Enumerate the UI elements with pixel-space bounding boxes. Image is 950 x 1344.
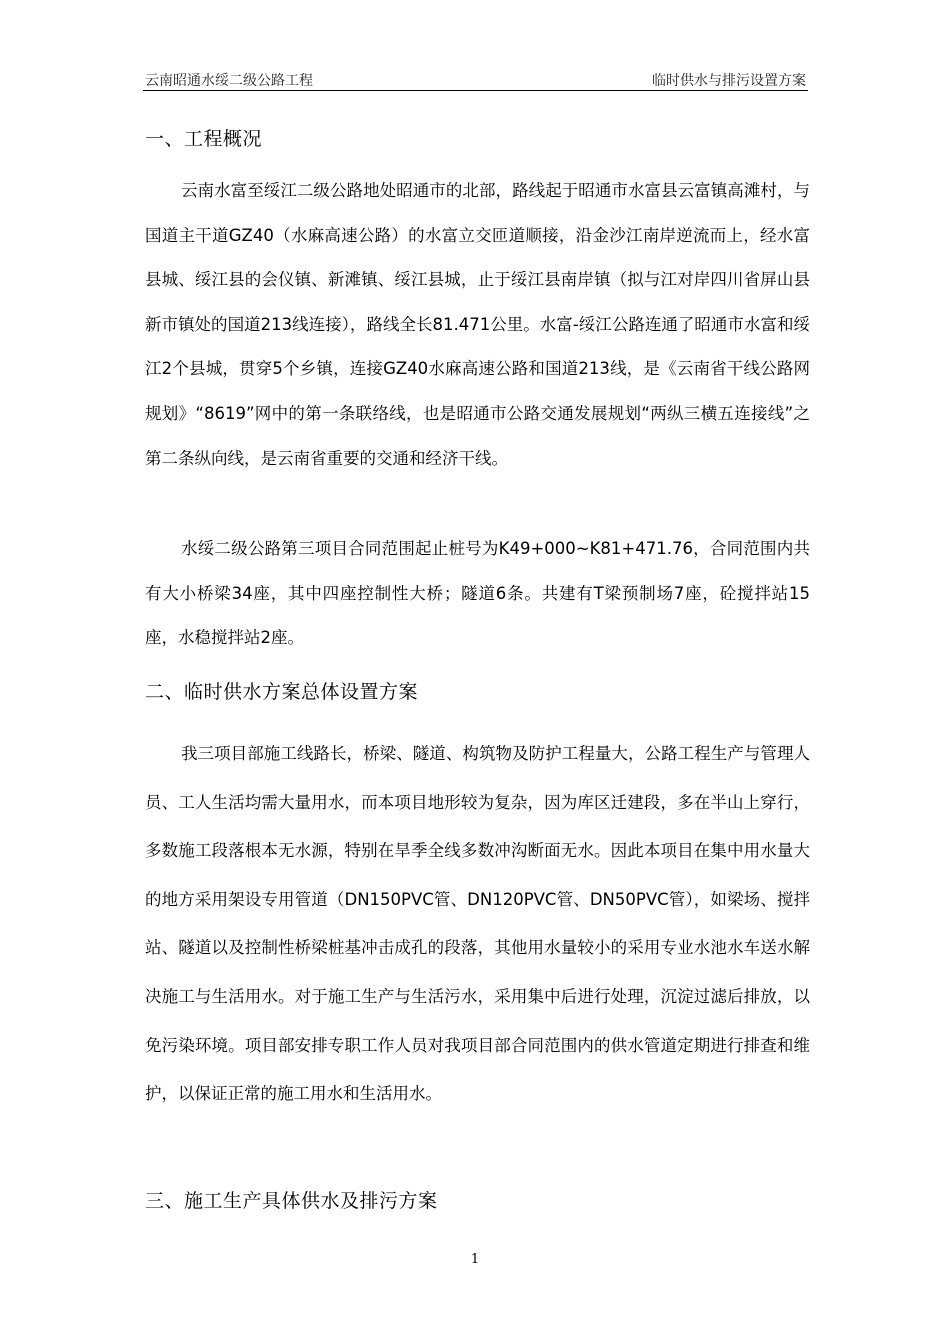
header-document-title: 临时供水与排污设置方案 xyxy=(652,73,806,89)
section-heading-2: 二、临时供水方案总体设置方案 xyxy=(145,681,419,703)
page-number: 1 xyxy=(470,1252,480,1267)
section-1-paragraph-1: 云南水富至绥江二级公路地处昭通市的北部，路线起于昭通市水富县云富镇高滩村，与国道主干道GZ40（水麻高速公路）的水富立交匝道顺接，沿金沙江南岸逆流而上，经水富县城、绥江县的会仪镇、新滩镇、绥江县城，止于绥江县南岸镇（拟与江对岸四川省屏山县新市镇处的国道213线连接），路线全长81.471公里。水富-绥江公路连通了昭通市水富和绥江2个县城，贯穿5个乡镇，连接GZ40水麻高速公路和国道213线，是《云南省干线公路网规划》“8619”网中的第一条联络线，也是昭通市公路交通发展规划“两纵三横五连接线”之第二条纵向线，是云南省重要的交通和经济干线。 xyxy=(145,181,810,468)
section-heading-3: 三、施工生产具体供水及排污方案 xyxy=(145,1190,438,1212)
section-1-paragraph-2: 水绥二级公路第三项目合同范围起止桩号为K49+000~K81+471.76，合同范围内共有大小桥梁34座，其中四座控制性大桥；隧道6条。共建有T梁预制场7座，砼搅拌站15座，水稳搅拌站2座。 xyxy=(145,539,810,648)
section-2-paragraph-1: 我三项目部施工线路长，桥梁、隧道、构筑物及防护工程量大，公路工程生产与管理人员、工人生活均需大量用水，而本项目地形较为复杂，因为库区迁建段，多在半山上穿行，多数施工段落根本无水源，特别在旱季全线多数冲沟断面无水。因此本项目在集中用水量大的地方采用架设专用管道（DN150PVC管、DN120PVC管、DN50PVC管），如梁场、搅拌站、隧道以及控制性桥梁桩基冲击成孔的段落，其他用水量较小的采用专业水池水车送水解决施工与生活用水。对于施工生产与生活污水，采用集中后进行处理，沉淀过滤后排放，以免污染环境。项目部安排专职工作人员对我项目部合同范围内的供水管道定期进行排查和维护，以保证正常的施工用水和生活用水。 xyxy=(145,744,810,1104)
section-heading-1: 一、工程概况 xyxy=(145,128,263,150)
page-header xyxy=(143,66,808,91)
header-project-name: 云南昭通水绥二级公路工程 xyxy=(145,73,313,89)
